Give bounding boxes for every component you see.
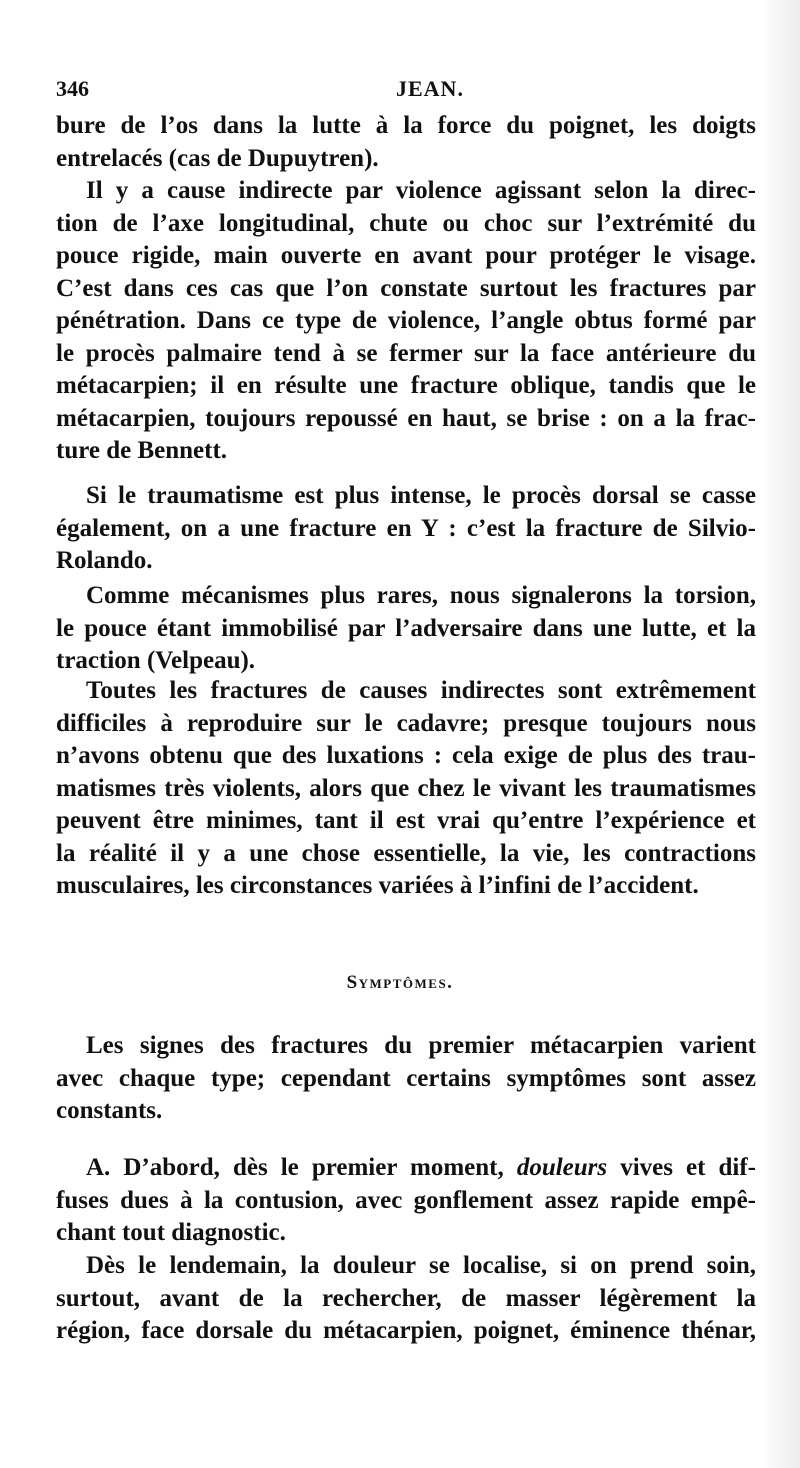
paragraph-localization — [56, 1250, 756, 1348]
text-line: métacarpien, toujours repoussé en haut, se brise : on a la frac- — [56, 404, 756, 432]
text-line: matismes très violents, alors que chez le vivant les traumatismes — [56, 774, 756, 802]
text-line: avec chaque type; cependant certains symptômes sont assez — [56, 1064, 756, 1092]
emphasis-douleurs: douleurs — [516, 1154, 608, 1181]
running-head: JEAN. — [396, 76, 464, 101]
text-line: bure de l’os dans la lutte à la force du poignet, les doigts — [56, 112, 756, 139]
text-line: C’est dans ces cas que l’on constate surtout les fractures par — [56, 274, 756, 302]
text-line: entrelacés (cas de Dupuytren). — [56, 144, 379, 172]
text-line: pénétration. Dans ce type de violence, l’angle obtus formé par — [56, 307, 756, 334]
paragraph-signs — [56, 1030, 756, 1128]
text-line: Dès le lendemain, la douleur se localise, si on prend soin, — [86, 1252, 756, 1279]
text-line: traction (Velpeau). — [56, 647, 256, 674]
text-line: Toutes les fractures de causes indirectes sont extrêmement — [86, 677, 756, 704]
text-line: également, on a une fracture en Y : c’est la fracture de Silvio- — [56, 514, 756, 542]
text-line: Si le traumatisme est plus intense, le procès dorsal se casse — [86, 482, 756, 509]
section-heading: Symptômes. — [346, 972, 454, 993]
text-line: fuses dues à la contusion, avec gonflement assez rapide empê- — [56, 1186, 756, 1214]
text-fragment: vives et dif- — [607, 1154, 756, 1181]
text-line: difficiles à reproduire sur le cadavre; presque toujours nous — [56, 709, 756, 737]
text-line: musculaires, les circonstances variées à l’infini de l’accident. — [56, 872, 699, 899]
text-line: Les signes des fractures du premier métacarpien varient — [86, 1032, 756, 1059]
text-line: chant tout diagnostic. — [56, 1219, 286, 1246]
page-number: 346 — [56, 76, 89, 101]
text-line: le procès palmaire tend à se fermer sur la face antérieure du — [56, 339, 756, 367]
text-fragment: A. D’abord, dès le premier moment, — [86, 1154, 517, 1181]
text-line: métacarpien; il en résulte une fracture oblique, tandis que le — [56, 372, 756, 399]
text-line: le pouce étant immobilisé par l’adversaire dans une lutte, et la — [56, 614, 756, 642]
page-header — [56, 76, 756, 106]
text-line: Comme mécanismes plus rares, nous signalerons la torsion, — [86, 582, 756, 609]
text-line: la réalité il y a une chose essentielle, la vie, les contractions — [56, 839, 756, 867]
paragraph-silvio-rolando — [56, 480, 756, 578]
paragraph-rare-mechanisms — [56, 580, 756, 678]
text-line: surtout, avant de la rechercher, de masser légèrement la — [56, 1284, 756, 1312]
text-line: Il y a cause indirecte par violence agissant selon la direc- — [86, 177, 756, 204]
paragraph-indirect-cause — [56, 175, 756, 468]
text-line: tion de l’axe longitudinal, chute ou choc sur l’extrémité du — [56, 209, 756, 237]
text-line: pouce rigide, main ouverte en avant pour protéger le visage. — [56, 242, 756, 269]
paragraph-cadaver-reproduction — [56, 675, 756, 903]
paragraph-continuation — [56, 110, 756, 175]
scan-edge-shading — [760, 0, 800, 1468]
text-line: constants. — [56, 1097, 163, 1124]
text-line: région, face dorsale du métacarpien, poignet, éminence thénar, — [56, 1317, 756, 1344]
text-line: ture de Bennett. — [56, 437, 228, 464]
paragraph-pain — [56, 1152, 756, 1250]
text-line: n’avons obtenu que des luxations : cela exige de plus des trau- — [56, 742, 756, 769]
text-line: Rolando. — [56, 547, 153, 574]
text-line — [56, 1152, 756, 1185]
text-line: peuvent être minimes, tant il est vrai qu’entre l’expérience et — [56, 807, 756, 834]
